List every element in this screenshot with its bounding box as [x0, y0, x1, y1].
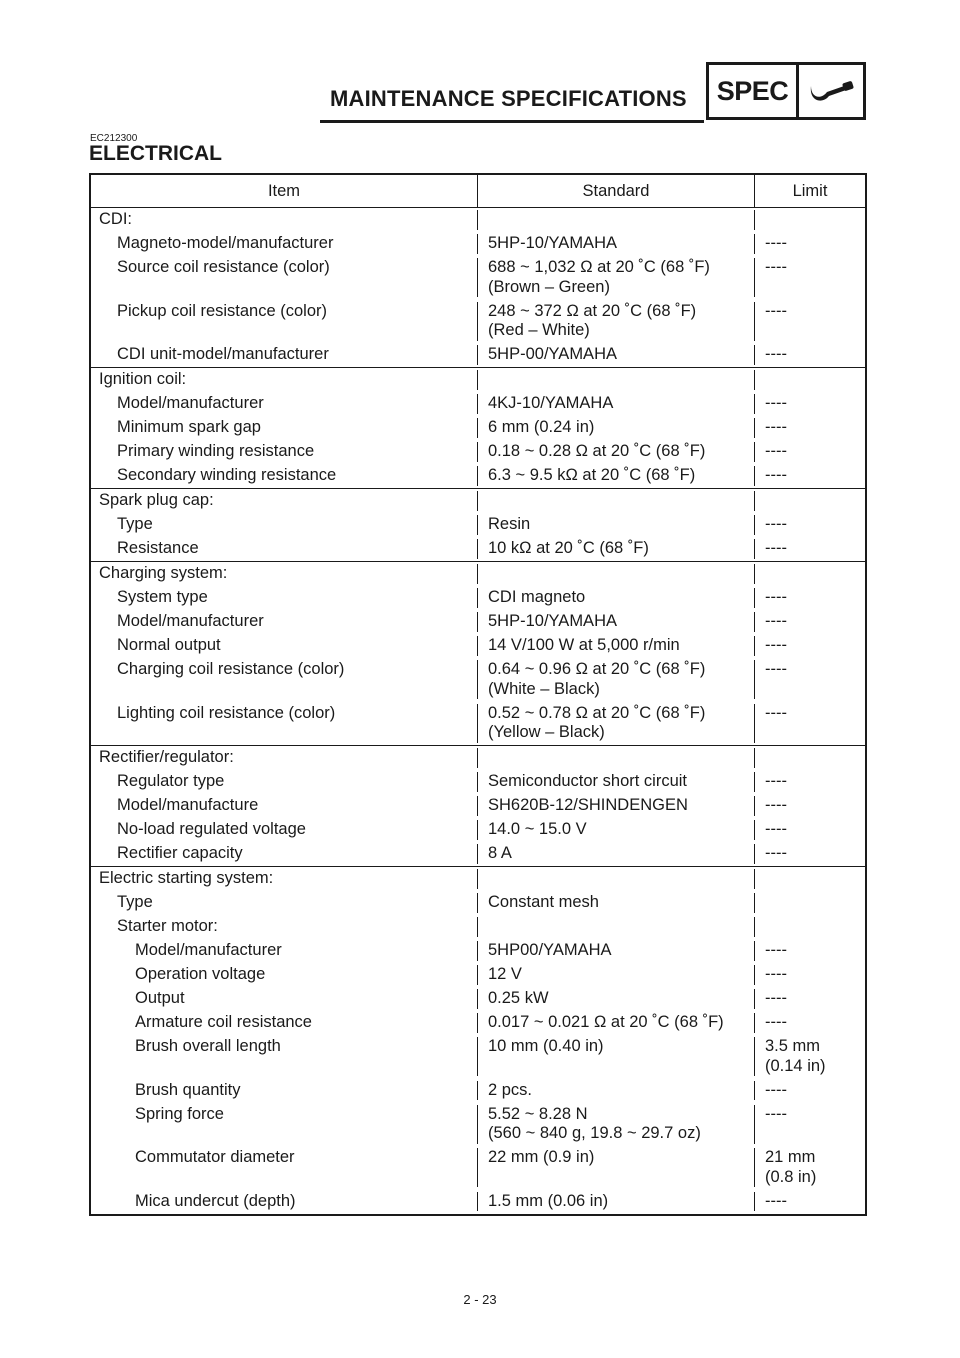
item-cell: Normal output	[91, 636, 478, 656]
table-group	[91, 867, 865, 1214]
standard-value: 5HP-10/YAMAHA	[488, 612, 617, 630]
limit-cell	[755, 772, 865, 792]
limit-value: 3.5 mm	[765, 1037, 821, 1055]
column-header-standard: Standard	[478, 175, 755, 207]
standard-cell	[478, 820, 755, 840]
spec-table	[89, 173, 867, 1216]
standard-cell	[478, 844, 755, 864]
standard-value: SH620B-12/SHINDENGEN	[488, 796, 688, 814]
limit-cell	[755, 539, 865, 559]
table-row	[91, 440, 865, 464]
table-row	[91, 1011, 865, 1035]
item-cell: Lighting coil resistance (color)	[91, 704, 478, 743]
limit-cell	[755, 820, 865, 840]
table-row	[91, 1035, 865, 1079]
table-row	[91, 634, 865, 658]
limit-cell	[755, 1013, 865, 1033]
table-row	[91, 464, 865, 488]
empty-cell	[478, 370, 755, 390]
standard-cell	[478, 442, 755, 462]
item-cell: Output	[91, 989, 478, 1009]
limit-value: ----	[765, 539, 787, 557]
table-group	[91, 208, 865, 368]
column-header-item: Item	[91, 175, 478, 207]
standard-value: 0.017 ~ 0.021 Ω at 20 ˚C (68 ˚F)	[488, 1013, 724, 1031]
standard-cell	[478, 394, 755, 414]
table-row	[91, 818, 865, 842]
empty-cell	[755, 748, 865, 768]
standard-value: 6.3 ~ 9.5 kΩ at 20 ˚C (68 ˚F)	[488, 466, 696, 484]
standard-value: 5HP00/YAMAHA	[488, 941, 612, 959]
empty-cell	[478, 564, 755, 584]
standard-cell	[478, 1013, 755, 1033]
table-row	[91, 610, 865, 634]
limit-cell	[755, 1105, 865, 1144]
item-cell: Source coil resistance (color)	[91, 258, 478, 297]
limit-cell	[755, 660, 865, 699]
limit-cell	[755, 418, 865, 438]
standard-cell	[478, 515, 755, 535]
standard-cell	[478, 345, 755, 365]
spec-label: SPEC	[709, 65, 799, 117]
item-cell: Pickup coil resistance (color)	[91, 302, 478, 341]
group-title-row	[91, 489, 865, 513]
table-row	[91, 915, 865, 939]
table-row	[91, 586, 865, 610]
standard-value: 688 ~ 1,032 Ω at 20 ˚C (68 ˚F)	[488, 258, 710, 276]
item-cell: Regulator type	[91, 772, 478, 792]
limit-value: ----	[765, 1080, 787, 1099]
standard-cell	[478, 1081, 755, 1101]
table-row	[91, 537, 865, 561]
standard-value: 22 mm (0.9 in)	[488, 1148, 595, 1166]
table-row	[91, 702, 865, 746]
limit-value: ----	[765, 258, 787, 276]
item-cell: Charging coil resistance (color)	[91, 660, 478, 699]
limit-value: ----	[765, 588, 787, 606]
table-group	[91, 489, 865, 562]
standard-cell	[478, 636, 755, 656]
standard-cell	[478, 704, 755, 743]
standard-cell	[478, 893, 755, 913]
table-row	[91, 1146, 865, 1190]
standard-value: (White – Black)	[488, 679, 600, 698]
item-cell: Type	[91, 515, 478, 535]
table-header-row	[91, 175, 865, 208]
limit-cell	[755, 917, 865, 937]
limit-value: (0.8 in)	[765, 1167, 817, 1186]
standard-value: 0.18 ~ 0.28 Ω at 20 ˚C (68 ˚F)	[488, 442, 706, 460]
limit-cell	[755, 1081, 865, 1101]
group-title-row	[91, 746, 865, 770]
standard-value: 8 A	[488, 844, 512, 862]
limit-value: ----	[765, 796, 787, 814]
empty-cell	[755, 210, 865, 230]
item-cell: Resistance	[91, 539, 478, 559]
table-row	[91, 1190, 865, 1214]
table-row	[91, 513, 865, 537]
limit-cell	[755, 258, 865, 297]
item-cell: System type	[91, 588, 478, 608]
item-cell: Starter motor:	[91, 917, 478, 937]
standard-value: 14.0 ~ 15.0 V	[488, 820, 587, 838]
limit-cell	[755, 1148, 865, 1187]
item-cell: Primary winding resistance	[91, 442, 478, 462]
standard-cell	[478, 772, 755, 792]
standard-value: Semiconductor short circuit	[488, 772, 687, 790]
limit-cell	[755, 1192, 865, 1212]
page-number: 2 - 23	[463, 1292, 497, 1307]
standard-cell	[478, 1192, 755, 1212]
standard-value: 2 pcs.	[488, 1080, 533, 1099]
item-cell: Operation voltage	[91, 965, 478, 985]
empty-cell	[755, 370, 865, 390]
limit-cell	[755, 893, 865, 913]
limit-value: ----	[765, 989, 787, 1007]
limit-cell	[755, 844, 865, 864]
standard-cell	[478, 418, 755, 438]
limit-cell	[755, 234, 865, 254]
standard-value: Constant mesh	[488, 893, 599, 911]
empty-cell	[755, 491, 865, 511]
item-cell: Magneto-model/manufacturer	[91, 234, 478, 254]
standard-cell	[478, 612, 755, 632]
table-group	[91, 368, 865, 489]
limit-cell	[755, 704, 865, 743]
table-row	[91, 987, 865, 1011]
limit-value: ----	[765, 612, 787, 630]
standard-cell	[478, 258, 755, 297]
standard-value: CDI magneto	[488, 588, 586, 606]
table-row	[91, 658, 865, 702]
group-title: Ignition coil:	[91, 370, 478, 390]
empty-cell	[478, 869, 755, 889]
standard-value: 5HP-10/YAMAHA	[488, 234, 617, 252]
standard-cell	[478, 234, 755, 254]
item-cell: No-load regulated voltage	[91, 820, 478, 840]
item-cell: Spring force	[91, 1105, 478, 1144]
standard-cell	[478, 1148, 755, 1187]
standard-value: 1.5 mm (0.06 in)	[488, 1191, 609, 1210]
standard-cell	[478, 796, 755, 816]
group-title-row	[91, 562, 865, 586]
limit-value: ----	[765, 442, 787, 460]
table-row	[91, 794, 865, 818]
limit-value: ----	[765, 772, 787, 790]
limit-cell	[755, 394, 865, 414]
section-title: ELECTRICAL	[89, 142, 222, 165]
standard-cell	[478, 941, 755, 961]
group-title-row	[91, 208, 865, 232]
item-cell: Type	[91, 893, 478, 913]
table-body	[91, 208, 865, 1214]
standard-value: 0.52 ~ 0.78 Ω at 20 ˚C (68 ˚F)	[488, 703, 706, 722]
item-cell: CDI unit-model/manufacturer	[91, 345, 478, 365]
standard-value: 248 ~ 372 Ω at 20 ˚C (68 ˚F)	[488, 301, 697, 320]
table-group	[91, 562, 865, 746]
limit-cell	[755, 302, 865, 341]
spec-badge	[706, 62, 866, 120]
empty-cell	[478, 491, 755, 511]
group-title: CDI:	[91, 210, 478, 230]
limit-cell	[755, 345, 865, 365]
limit-cell	[755, 941, 865, 961]
standard-cell	[478, 1037, 755, 1076]
limit-value: ----	[765, 234, 787, 252]
table-row	[91, 300, 865, 344]
table-row	[91, 891, 865, 915]
item-cell: Rectifier capacity	[91, 844, 478, 864]
limit-value: ----	[765, 636, 787, 654]
table-row	[91, 842, 865, 866]
standard-value: 5HP-00/YAMAHA	[488, 345, 617, 363]
standard-cell	[478, 588, 755, 608]
limit-cell	[755, 636, 865, 656]
empty-cell	[478, 210, 755, 230]
table-row	[91, 256, 865, 300]
limit-value: ----	[765, 965, 787, 983]
limit-cell	[755, 466, 865, 486]
limit-cell	[755, 612, 865, 632]
item-cell: Secondary winding resistance	[91, 466, 478, 486]
section-code: EC212300	[90, 133, 138, 144]
wrench-icon	[799, 65, 863, 117]
standard-cell	[478, 466, 755, 486]
standard-cell	[478, 989, 755, 1009]
limit-value: ----	[765, 301, 787, 320]
standard-value: 0.25 kW	[488, 989, 549, 1007]
table-row	[91, 343, 865, 367]
limit-value: ----	[765, 660, 787, 678]
standard-cell	[478, 660, 755, 699]
empty-cell	[755, 564, 865, 584]
group-title: Rectifier/regulator:	[91, 748, 478, 768]
limit-cell	[755, 965, 865, 985]
standard-cell	[478, 539, 755, 559]
limit-cell	[755, 796, 865, 816]
standard-cell	[478, 302, 755, 341]
standard-value: 0.64 ~ 0.96 Ω at 20 ˚C (68 ˚F)	[488, 660, 706, 678]
standard-value: (Brown – Green)	[488, 277, 610, 296]
limit-value: (0.14 in)	[765, 1056, 826, 1075]
page-title: MAINTENANCE SPECIFICATIONS	[330, 86, 687, 111]
item-cell: Mica undercut (depth)	[91, 1192, 478, 1212]
standard-value: 12 V	[488, 965, 522, 983]
table-row	[91, 416, 865, 440]
header-underline	[320, 120, 704, 123]
column-header-limit: Limit	[792, 181, 828, 200]
empty-cell	[755, 869, 865, 889]
table-row	[91, 232, 865, 256]
standard-value: 6 mm (0.24 in)	[488, 418, 595, 436]
standard-cell	[478, 1105, 755, 1144]
table-row	[91, 1079, 865, 1103]
group-title-row	[91, 867, 865, 891]
limit-cell	[755, 1037, 865, 1076]
standard-value: (Red – White)	[488, 321, 590, 339]
limit-value: 21 mm	[765, 1148, 816, 1166]
standard-cell	[478, 917, 755, 937]
limit-cell	[755, 515, 865, 535]
limit-value: ----	[765, 466, 787, 484]
item-cell: Brush overall length	[91, 1037, 478, 1076]
standard-value: Resin	[488, 515, 531, 533]
standard-value: 4KJ-10/YAMAHA	[488, 394, 614, 412]
table-row	[91, 963, 865, 987]
limit-value: ----	[765, 515, 787, 533]
limit-cell	[755, 989, 865, 1009]
standard-value: 5.52 ~ 8.28 N	[488, 1104, 588, 1123]
empty-cell	[478, 748, 755, 768]
limit-value: ----	[765, 1013, 787, 1031]
limit-cell	[755, 588, 865, 608]
limit-value: ----	[765, 844, 787, 862]
standard-cell	[478, 965, 755, 985]
item-cell: Brush quantity	[91, 1081, 478, 1101]
limit-value: ----	[765, 703, 787, 722]
table-row	[91, 939, 865, 963]
item-cell: Model/manufacturer	[91, 612, 478, 632]
group-title: Charging system:	[91, 564, 478, 584]
table-row	[91, 1103, 865, 1147]
item-cell: Model/manufacture	[91, 796, 478, 816]
limit-value: ----	[765, 820, 787, 838]
standard-value: (Yellow – Black)	[488, 723, 605, 741]
group-title-row	[91, 368, 865, 392]
limit-value: ----	[765, 941, 787, 959]
item-cell: Armature coil resistance	[91, 1013, 478, 1033]
standard-value: 10 mm (0.40 in)	[488, 1037, 604, 1055]
table-row	[91, 770, 865, 794]
limit-value: ----	[765, 1104, 787, 1123]
table-row	[91, 392, 865, 416]
group-title: Electric starting system:	[91, 869, 478, 889]
item-cell: Model/manufacturer	[91, 941, 478, 961]
standard-value: 10 kΩ at 20 ˚C (68 ˚F)	[488, 539, 649, 557]
item-cell: Commutator diameter	[91, 1148, 478, 1187]
limit-value: ----	[765, 1191, 787, 1210]
table-group	[91, 746, 865, 867]
limit-value: ----	[765, 345, 787, 363]
standard-value: (560 ~ 840 g, 19.8 ~ 29.7 oz)	[488, 1124, 701, 1142]
group-title: Spark plug cap:	[91, 491, 478, 511]
standard-value: 14 V/100 W at 5,000 r/min	[488, 636, 680, 654]
item-cell: Minimum spark gap	[91, 418, 478, 438]
limit-value: ----	[765, 394, 787, 412]
limit-value: ----	[765, 418, 787, 436]
item-cell: Model/manufacturer	[91, 394, 478, 414]
limit-cell	[755, 442, 865, 462]
